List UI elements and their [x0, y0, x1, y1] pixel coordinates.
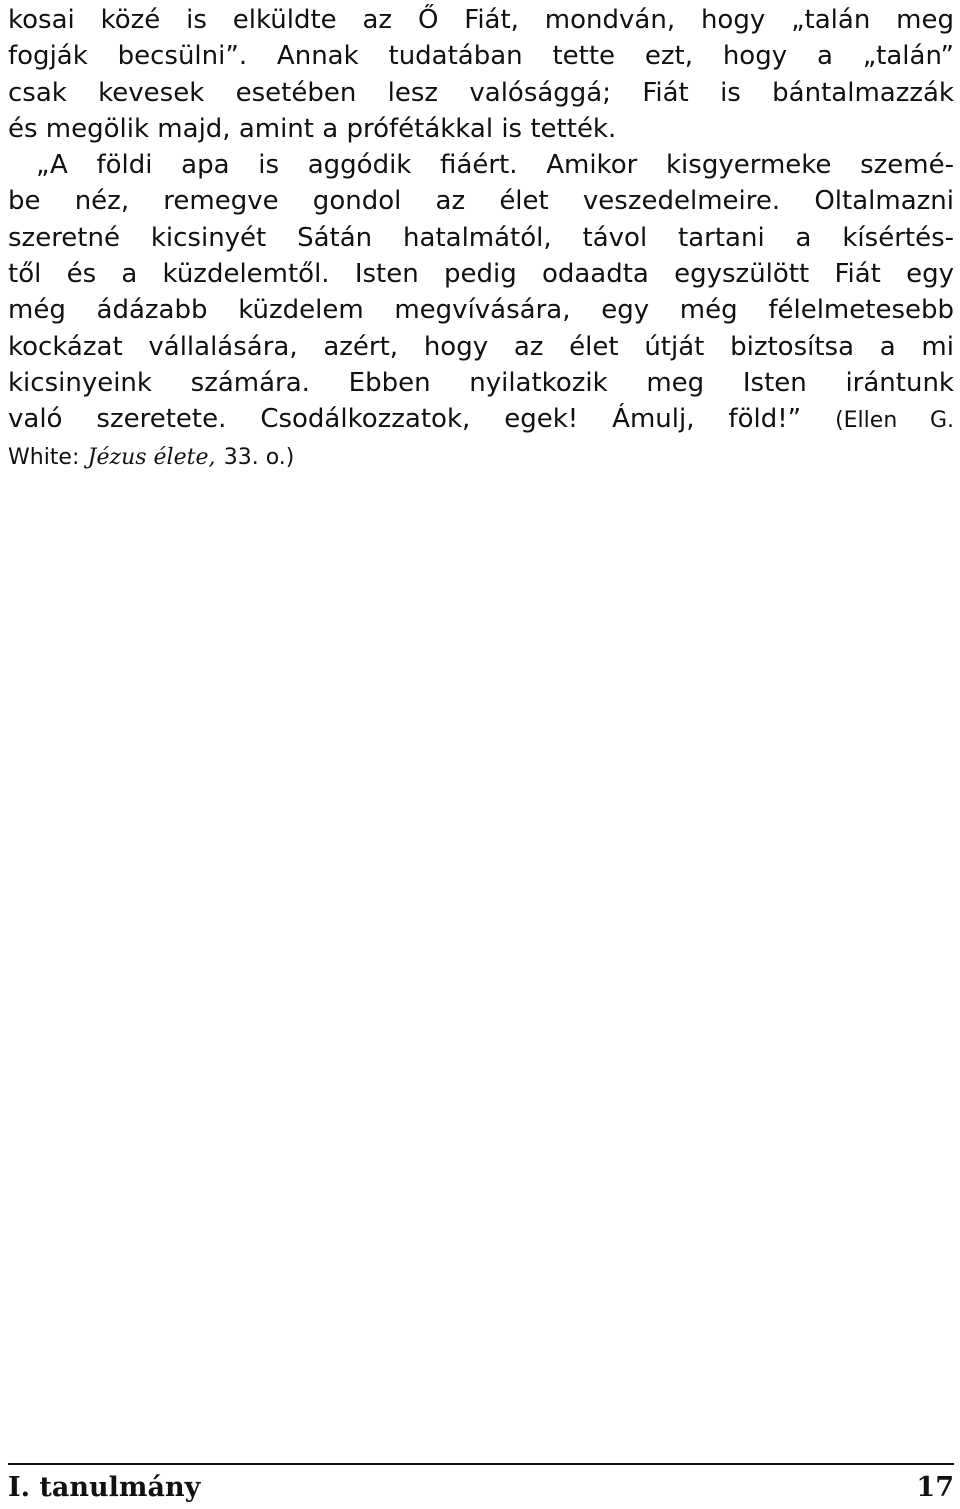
text-line: kicsinyeink számára. Ebben nyilatkozik meg Isten irántunk — [8, 367, 954, 398]
page-number: 17 — [916, 1472, 954, 1503]
text-line: szeretné kicsinyét Sátán hatalmától, távol tartani a kísértés- — [8, 222, 954, 253]
text-line — [8, 401, 954, 437]
text-line: kosai közé is elküldte az Ő Fiát, mondván, hogy „talán meg — [8, 5, 954, 35]
text-line: „A földi apa is aggódik fiáért. Amikor kisgyermeke szemé- — [36, 150, 954, 181]
citation-author: White: — [8, 444, 80, 470]
text-line: még ádázabb küzdelem megvívására, egy még félelmetesebb — [8, 295, 954, 326]
citation-page: 33. o.) — [223, 444, 295, 470]
page-footer — [8, 1470, 954, 1506]
quote-end: való szeretete. Csodálkozzatok, egek! Ámulj, föld!” — [8, 404, 802, 435]
text-line: kockázat vállalására, azért, hogy az élet útját biztosítsa a mi — [8, 331, 954, 362]
citation-start: (Ellen G. — [835, 408, 954, 434]
text-line: be néz, remegve gondol az élet veszedelmeire. Oltalmazni — [8, 186, 954, 217]
citation-book-title: Jézus élete, — [87, 444, 216, 470]
footer-divider — [8, 1463, 954, 1465]
text-line: és megölik majd, amint a prófétákkal is tették. — [8, 113, 617, 144]
body-text — [8, 2, 954, 474]
text-line: től és a küzdelemtől. Isten pedig odaadta egyszülött Fiát egy — [8, 259, 954, 290]
text-line: fogják becsülni”. Annak tudatában tette ezt, hogy a „talán” — [8, 41, 954, 72]
document-page — [8, 0, 954, 1509]
section-title: I. tanulmány — [8, 1472, 201, 1503]
text-line: csak kevesek esetében lesz valósággá; Fiát is bántalmazzák — [8, 77, 954, 108]
text-line — [8, 438, 954, 474]
